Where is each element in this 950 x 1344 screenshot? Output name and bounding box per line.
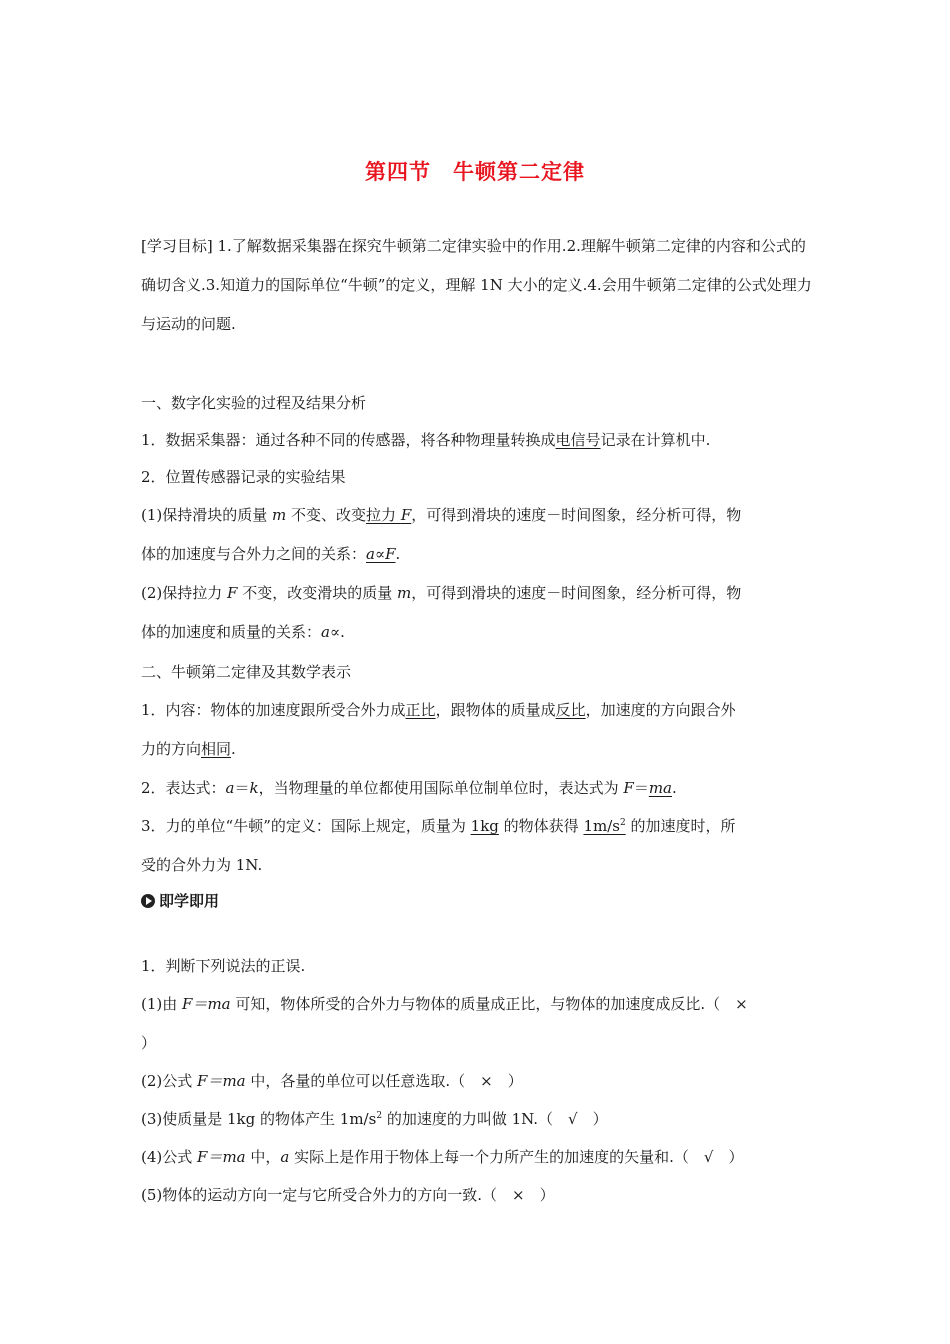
answer-blank: $1m/s^2$ — [583, 817, 626, 835]
s1-point-1-cont: 体的加速度与合外力之间的关系：a∝F. — [141, 545, 401, 563]
statement-4: (4)公式 F＝ma 中，a 实际上是作用于物体上每一个力所产生的加速度的矢量和.（ √ ） — [141, 1148, 744, 1166]
learning-objectives — [141, 227, 813, 344]
s1-point-2-cont: 体的加速度和质量的关系：a∝. — [141, 623, 345, 641]
s1-item-1: 1．数据采集器：通过各种不同的传感器，将各种物理量转换成电信号记录在计算机中. — [141, 431, 711, 449]
s1-point-2: (2)保持拉力 F 不变，改变滑块的质量 m，可得到滑块的速度－时间图象，经分析可得，物 — [141, 584, 742, 602]
practice-question: 1．判断下列说法的正误. — [141, 957, 306, 975]
statement-1-cont: ） — [141, 1034, 157, 1052]
answer-blank: 反比 — [555, 701, 586, 719]
answer-blank: 正比 — [405, 701, 436, 719]
s1-point-1: (1)保持滑块的质量 m 不变、改变拉力 F，可得到滑块的速度－时间图象，经分析可得，物 — [141, 506, 742, 524]
s2-item-2: 2．表达式：a＝k，当物理量的单位都使用国际单位制单位时，表达式为 F＝ma. — [141, 779, 677, 797]
statement-3: (3)使质量是 1kg 的物体产生 $1m/s^2$ 的加速度的力叫做 1N.（ √ ） — [141, 1110, 608, 1128]
answer-blank: ma — [648, 779, 672, 797]
section-1-heading: 一、数字化实验的过程及结果分析 — [141, 394, 367, 412]
s2-item-3: 3．力的单位“牛顿”的定义：国际上规定，质量为 1kg 的物体获得 $1m/s^2$ 的加速度时，所 — [141, 817, 736, 835]
answer-blank: 电信号 — [555, 431, 601, 449]
statement-2: (2)公式 F＝ma 中，各量的单位可以任意选取.（ × ） — [141, 1072, 523, 1090]
section-2-heading: 二、牛顿第二定律及其数学表示 — [141, 663, 352, 681]
practice-heading: 即学即用 — [141, 890, 219, 911]
s2-item-1: 1．内容：物体的加速度跟所受合外力成正比，跟物体的质量成反比，加速度的方向跟合外 — [141, 701, 736, 719]
objectives-text: 1.了解数据采集器在探究牛顿第二定律实验中的作用.2.理解牛顿第二定律的内容和公式的确切含义.3.知道力的国际单位“牛顿”的定义，理解 1N 大小的定义.4.会用牛顿第二定律的公式处理力与运动的问题. — [141, 237, 812, 333]
objectives-label: [学习目标] — [141, 237, 213, 255]
answer-blank: 相同 — [201, 740, 232, 758]
statement-1: (1)由 F＝ma 可知，物体所受的合外力与物体的质量成正比，与物体的加速度成反比.（ × — [141, 995, 748, 1013]
page-title: 第四节 牛顿第二定律 — [365, 160, 585, 184]
answer-blank: a∝F — [366, 545, 396, 563]
statement-5: (5)物体的运动方向一定与它所受合外力的方向一致.（ × ） — [141, 1186, 555, 1204]
s2-item-3-cont: 受的合外力为 1N. — [141, 856, 263, 874]
play-circle-icon — [141, 894, 155, 908]
s1-item-2: 2．位置传感器记录的实验结果 — [141, 468, 346, 486]
s2-item-1-cont: 力的方向相同. — [141, 740, 236, 758]
answer-blank: 拉力 F — [366, 506, 412, 524]
answer-blank: 1kg — [470, 817, 499, 835]
